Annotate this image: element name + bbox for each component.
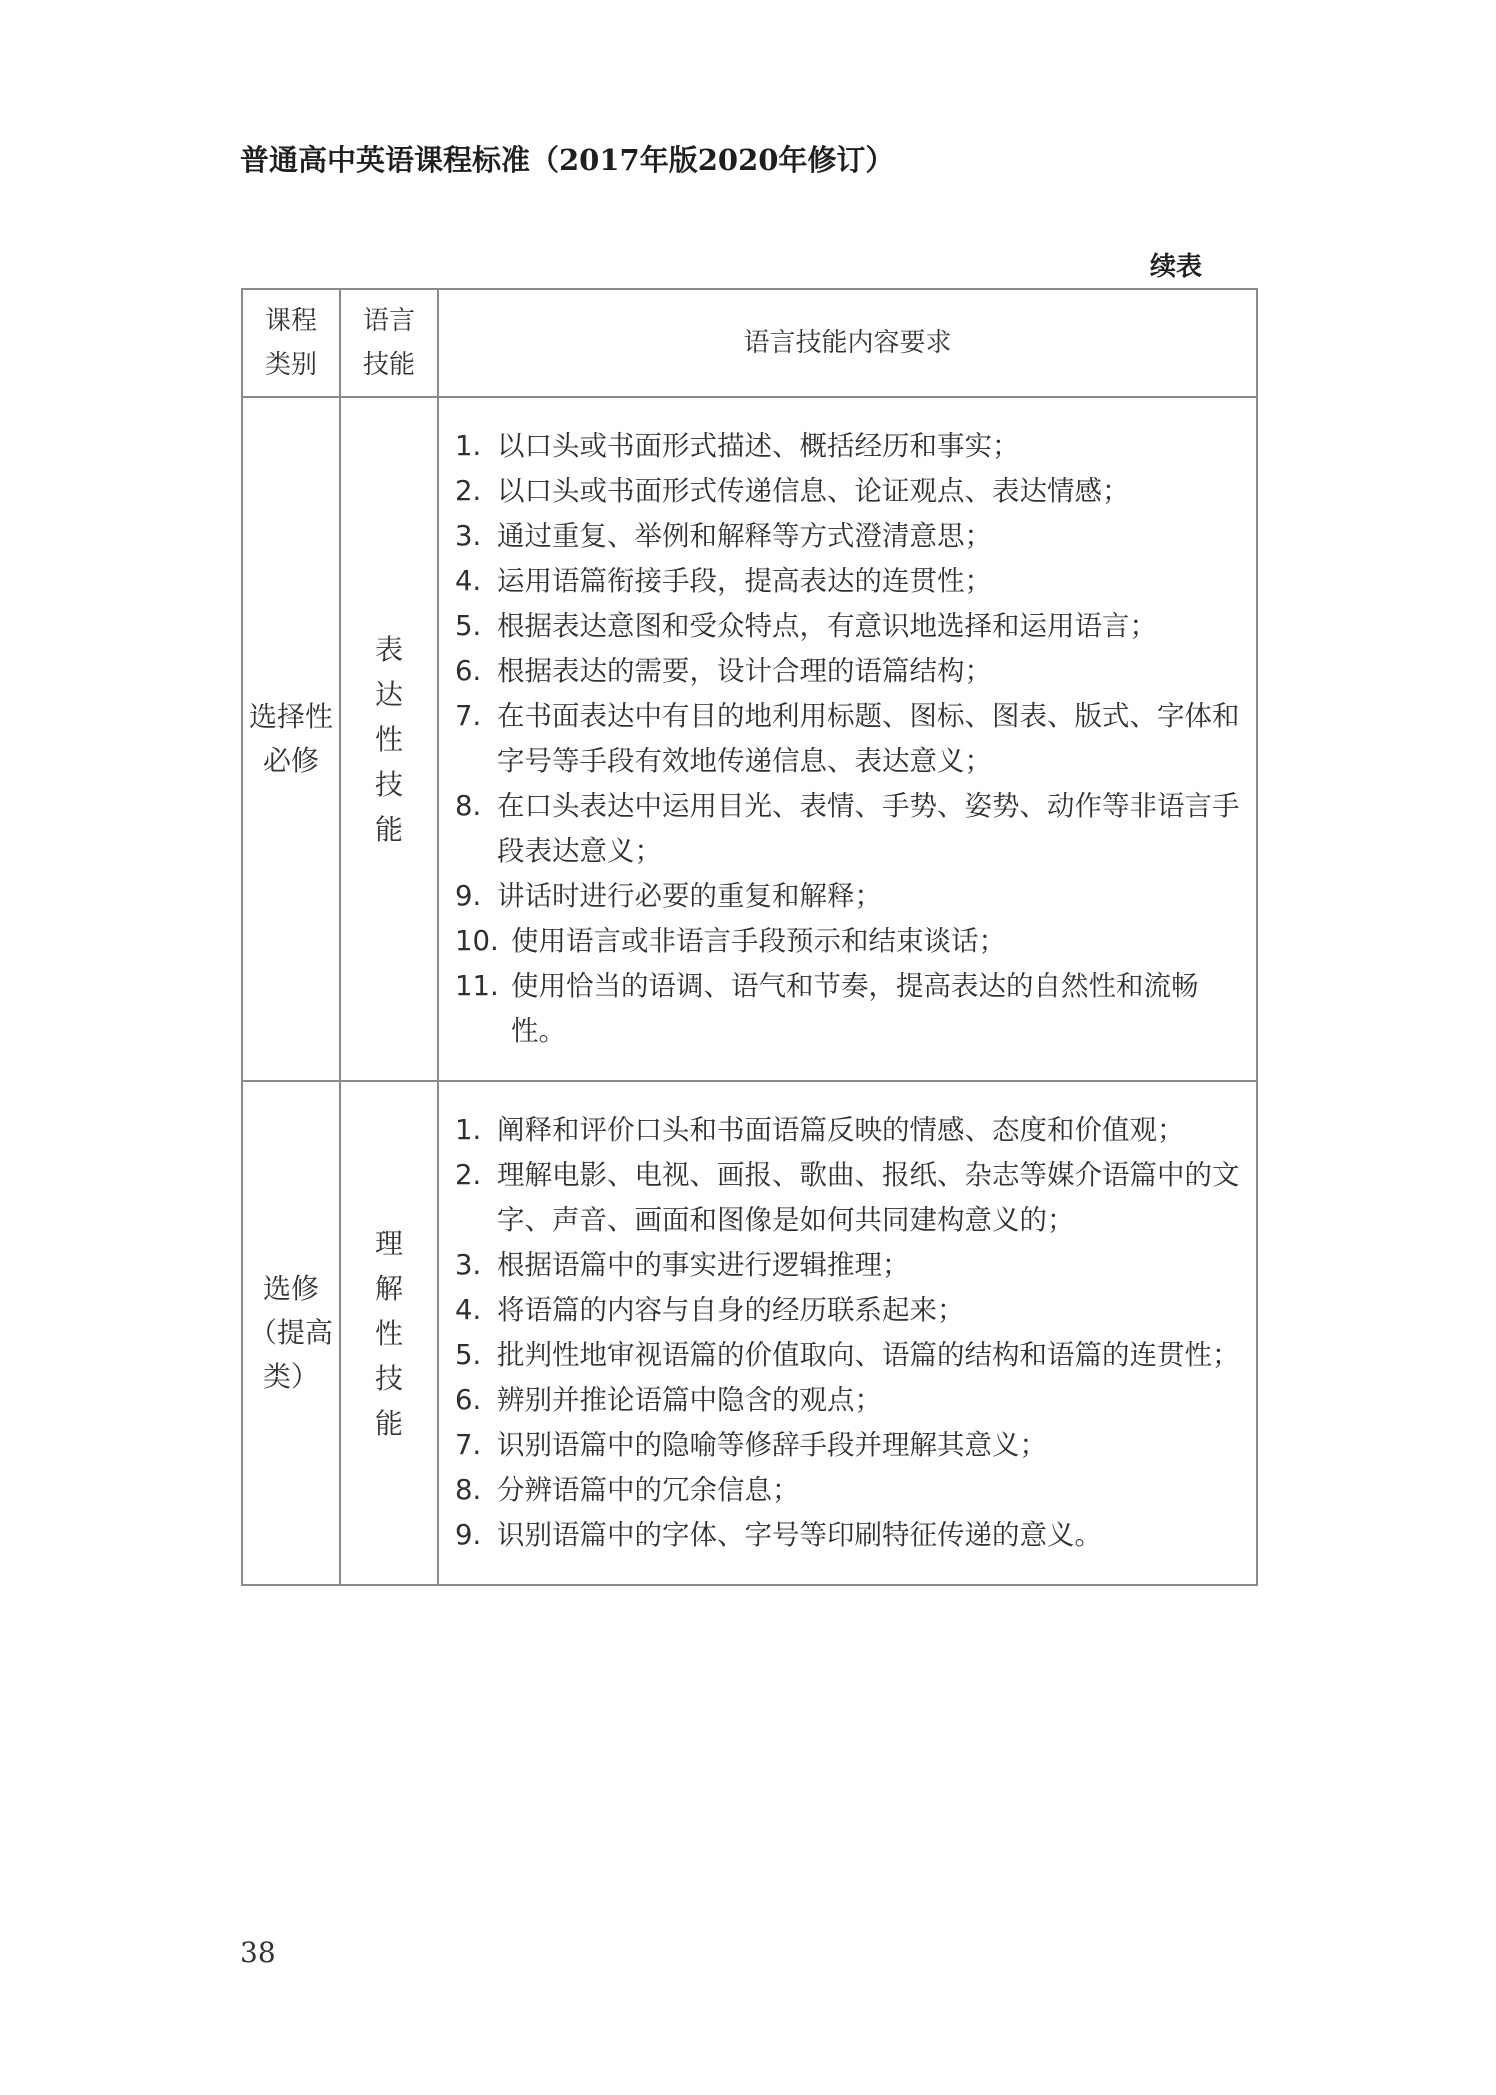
category-cell	[242, 1081, 340, 1585]
item-number: 6.	[455, 655, 482, 687]
page-number: 38	[240, 1936, 276, 1969]
list-item	[455, 1288, 1242, 1333]
list-item	[455, 1243, 1242, 1288]
header-category-line: 课程	[264, 306, 317, 336]
item-number: 10.	[455, 925, 499, 957]
category-line: （提高	[248, 1316, 333, 1349]
item-number: 5.	[455, 610, 482, 642]
list-item	[455, 694, 1242, 784]
item-number: 2.	[455, 1159, 482, 1191]
skill-cell	[340, 1081, 438, 1585]
item-text: 通过重复、举例和解释等方式澄清意思；	[497, 520, 992, 552]
header-skill	[340, 289, 438, 397]
table-row	[242, 397, 1257, 1081]
item-text: 使用恰当的语调、语气和节奏，提高表达的自然性和流畅性。	[511, 970, 1199, 1047]
skill-char: 能	[374, 1406, 403, 1440]
header-skill-line: 技能	[362, 350, 415, 380]
table-row	[242, 1081, 1257, 1585]
item-number: 6.	[455, 1384, 482, 1416]
skill-char: 表	[374, 632, 403, 666]
list-item	[455, 964, 1242, 1054]
item-text: 根据表达意图和受众特点，有意识地选择和运用语言；	[497, 610, 1157, 642]
item-number: 8.	[455, 1474, 482, 1506]
header-category	[242, 289, 340, 397]
requirements-list	[439, 398, 1256, 1080]
list-item	[455, 1153, 1242, 1243]
item-number: 3.	[455, 1249, 482, 1281]
skill-char: 解	[374, 1271, 403, 1305]
item-number: 9.	[455, 1519, 482, 1551]
skill-char: 性	[374, 722, 403, 756]
category-line: 选修	[262, 1272, 319, 1305]
item-number: 7.	[455, 700, 482, 732]
item-number: 8.	[455, 790, 482, 822]
header-category-line: 类别	[264, 350, 317, 380]
item-text: 根据表达的需要，设计合理的语篇结构；	[497, 655, 992, 687]
requirements-cell	[438, 1081, 1257, 1585]
header-skill-line: 语言	[362, 306, 415, 336]
item-text: 运用语篇衔接手段，提高表达的连贯性；	[497, 565, 992, 597]
category-line: 类）	[262, 1360, 319, 1393]
skill-char: 技	[374, 767, 403, 801]
list-item	[455, 604, 1242, 649]
skill-char: 理	[374, 1226, 403, 1260]
list-item	[455, 874, 1242, 919]
running-header: 普通高中英语课程标准（2017年版2020年修订）	[240, 143, 895, 177]
item-text: 辨别并推论语篇中隐含的观点；	[497, 1384, 882, 1416]
skill-char: 能	[374, 812, 403, 846]
continued-label: 续表	[1149, 252, 1202, 282]
item-number: 4.	[455, 1294, 482, 1326]
item-number: 5.	[455, 1339, 482, 1371]
item-text: 批判性地审视语篇的价值取向、语篇的结构和语篇的连贯性；	[497, 1339, 1240, 1371]
list-item	[455, 469, 1242, 514]
item-number: 2.	[455, 475, 482, 507]
category-cell	[242, 397, 340, 1081]
item-text: 识别语篇中的隐喻等修辞手段并理解其意义；	[497, 1429, 1047, 1461]
skill-char: 达	[374, 677, 403, 711]
item-text: 以口头或书面形式传递信息、论证观点、表达情感；	[497, 475, 1130, 507]
list-item	[455, 559, 1242, 604]
item-number: 1.	[455, 1114, 482, 1146]
item-number: 4.	[455, 565, 482, 597]
item-number: 9.	[455, 880, 482, 912]
item-text: 分辨语篇中的冗余信息；	[497, 1474, 800, 1506]
item-number: 3.	[455, 520, 482, 552]
list-item	[455, 1108, 1242, 1153]
item-text: 识别语篇中的字体、字号等印刷特征传递的意义。	[497, 1519, 1102, 1551]
item-number: 1.	[455, 430, 482, 462]
skill-cell	[340, 397, 438, 1081]
item-text: 在口头表达中运用目光、表情、手势、姿势、动作等非语言手段表达意义；	[497, 790, 1240, 867]
list-item	[455, 1423, 1242, 1468]
skills-table	[241, 288, 1258, 1586]
table-header-row	[242, 289, 1257, 397]
item-text: 在书面表达中有目的地利用标题、图标、图表、版式、字体和字号等手段有效地传递信息、表达意义；	[497, 700, 1240, 777]
list-item	[455, 919, 1242, 964]
list-item	[455, 1333, 1242, 1378]
item-text: 根据语篇中的事实进行逻辑推理；	[497, 1249, 910, 1281]
item-text: 理解电影、电视、画报、歌曲、报纸、杂志等媒介语篇中的文字、声音、画面和图像是如何共同建构意义的；	[497, 1159, 1240, 1236]
item-text: 讲话时进行必要的重复和解释；	[497, 880, 882, 912]
list-item	[455, 1468, 1242, 1513]
item-text: 使用语言或非语言手段预示和结束谈话；	[511, 925, 1006, 957]
item-number: 7.	[455, 1429, 482, 1461]
list-item	[455, 514, 1242, 559]
skill-char: 技	[374, 1361, 403, 1395]
requirements-list	[439, 1082, 1256, 1584]
item-text: 以口头或书面形式描述、概括经历和事实；	[497, 430, 1020, 462]
requirements-cell	[438, 397, 1257, 1081]
category-line: 选择性	[248, 700, 333, 733]
skill-char: 性	[374, 1316, 403, 1350]
list-item	[455, 424, 1242, 469]
item-number: 11.	[455, 970, 499, 1002]
list-item	[455, 1378, 1242, 1423]
list-item	[455, 784, 1242, 874]
category-line: 必修	[262, 744, 319, 777]
list-item	[455, 649, 1242, 694]
list-item	[455, 1513, 1242, 1558]
header-requirement: 语言技能内容要求	[438, 289, 1257, 397]
item-text: 阐释和评价口头和书面语篇反映的情感、态度和价值观；	[497, 1114, 1185, 1146]
item-text: 将语篇的内容与自身的经历联系起来；	[497, 1294, 965, 1326]
